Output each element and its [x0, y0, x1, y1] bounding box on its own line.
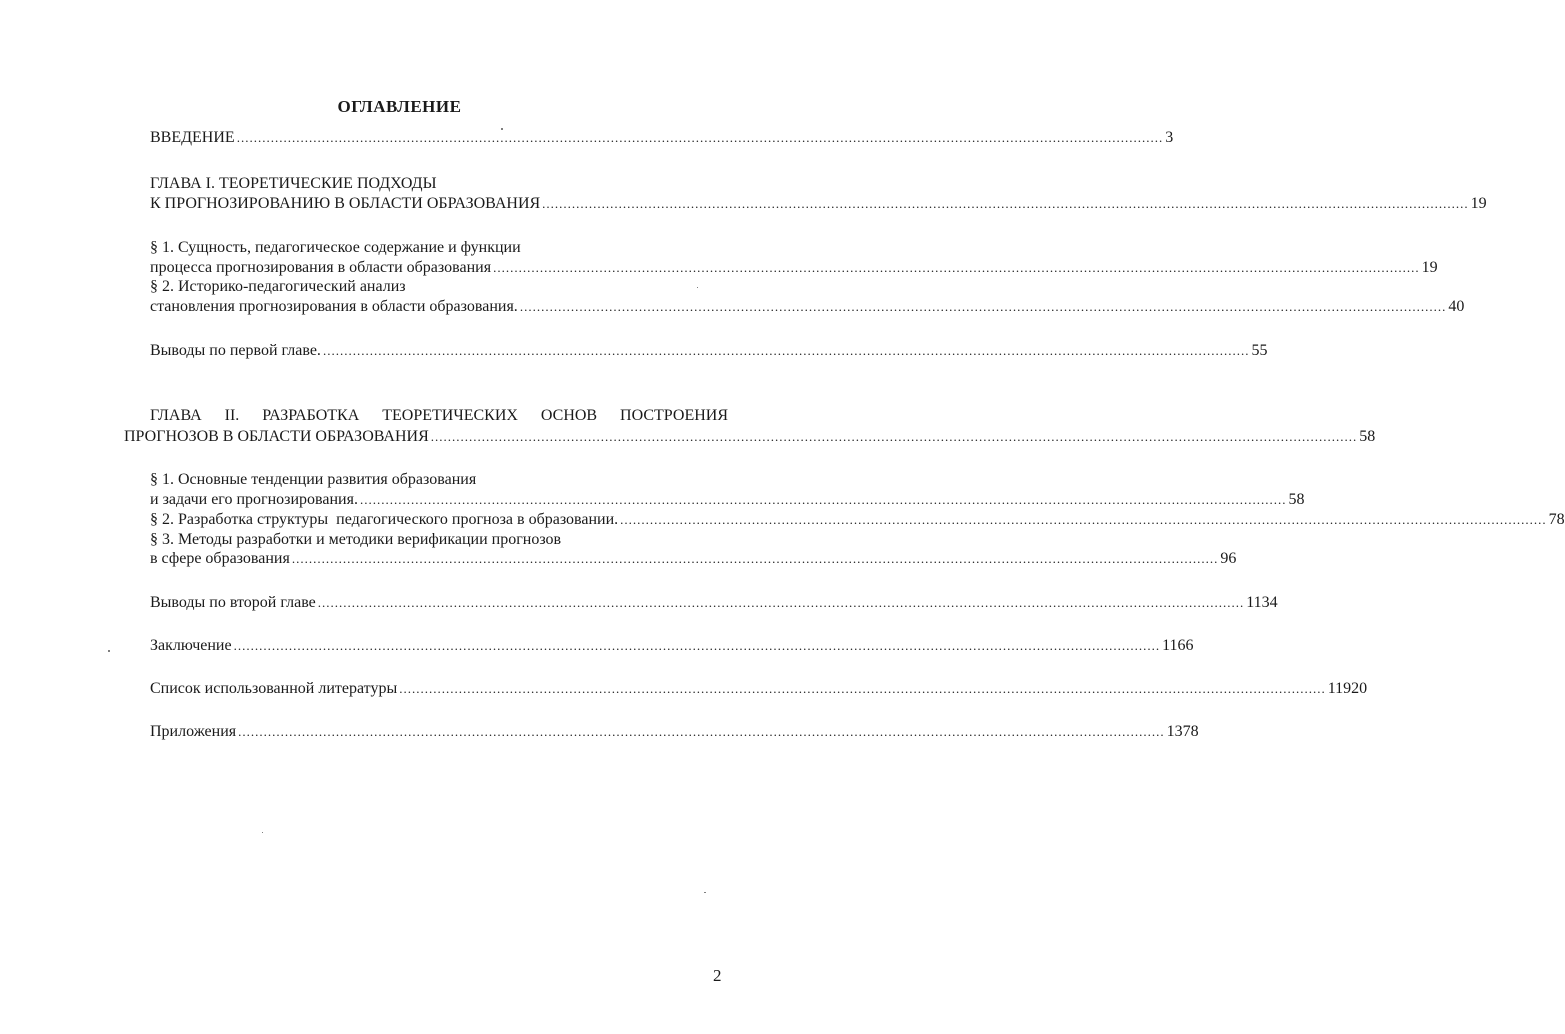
toc-entry-page: 58: [1288, 491, 1305, 508]
scan-speck: [501, 128, 503, 130]
toc-entry-chapter1-conclusion: [150, 341, 1268, 361]
toc-entry-references: [150, 679, 1368, 699]
toc-entry-label: в сфере образования: [150, 550, 290, 567]
dot-leader: ..........................................................................................................................................................................................................................: [519, 299, 1447, 314]
dot-leader: ..........................................................................................................................................................................................................................: [493, 260, 1420, 275]
toc-entry-chapter2: [124, 427, 1376, 447]
dot-leader: ..........................................................................................................................................................................................................................: [620, 512, 1547, 527]
chapter1-title-line1: ГЛАВА I. ТЕОРЕТИЧЕСКИЕ ПОДХОДЫ: [150, 175, 437, 192]
toc-entry-chapter2-section2: [150, 510, 1565, 530]
chapter1-section2-line1: § 2. Историко-педагогический анализ: [150, 278, 406, 295]
toc-entry-label: ПРОГНОЗОВ В ОБЛАСТИ ОБРАЗОВАНИЯ: [124, 428, 429, 445]
dot-leader: ..........................................................................................................................................................................................................................: [359, 492, 1287, 507]
toc-entry-page: 3: [1165, 129, 1174, 146]
toc-entry-chapter2-section1: [150, 490, 1305, 510]
scan-speck: [262, 832, 263, 833]
toc-entry-label: Список использованной литературы: [150, 680, 398, 697]
dot-leader: ..........................................................................................................................................................................................................................: [542, 196, 1469, 211]
toc-entry-label: и задачи его прогнозирования.: [150, 491, 358, 508]
chapter1-section1-line1: § 1. Сущность, педагогическое содержание и функции: [150, 239, 521, 256]
chapter2-section3-line1: § 3. Методы разработки и методики верификации прогнозов: [150, 531, 562, 548]
dot-leader: ..........................................................................................................................................................................................................................: [236, 130, 1164, 145]
toc-entry-chapter1-section2: [150, 297, 1465, 317]
toc-entry-page: 1166: [1162, 637, 1194, 654]
toc-entry-page: 58: [1359, 428, 1376, 445]
toc-entry-page: 96: [1220, 550, 1237, 567]
dot-leader: ..........................................................................................................................................................................................................................: [238, 724, 1165, 739]
toc-entry-label: Приложения: [150, 723, 237, 740]
scan-speck: [697, 287, 698, 288]
toc-entry-page: 78: [1548, 511, 1565, 528]
toc-entry-label: становления прогнозирования в области образования.: [150, 298, 518, 315]
toc-entry-page: 19: [1470, 195, 1487, 212]
toc-entry-page: 1378: [1166, 723, 1199, 740]
dot-leader: ..........................................................................................................................................................................................................................: [430, 429, 1358, 444]
toc-entry-label: § 2. Разработка структуры педагогического прогноза в образовании.: [150, 511, 619, 528]
toc-entry-page: 11920: [1327, 680, 1368, 697]
toc-entry-intro: [150, 128, 1174, 148]
toc-entry-chapter1: [150, 194, 1487, 214]
dot-leader: ..........................................................................................................................................................................................................................: [291, 551, 1219, 566]
toc-entry-label: Выводы по второй главе: [150, 594, 316, 611]
toc-entry-label: Выводы по первой главе.: [150, 342, 321, 359]
toc-entry-final: [150, 636, 1194, 656]
scan-speck: [108, 650, 110, 652]
page-number: 2: [713, 966, 722, 985]
dot-leader: ..........................................................................................................................................................................................................................: [399, 681, 1326, 696]
toc-entry-chapter2-conclusion: [150, 593, 1278, 613]
toc-entry-appendix: [150, 722, 1199, 742]
chapter2-section1-line1: § 1. Основные тенденции развития образования: [150, 471, 477, 488]
page-title: ОГЛАВЛЕНИЕ: [337, 97, 462, 116]
dot-leader: ..........................................................................................................................................................................................................................: [322, 343, 1250, 358]
toc-entry-label: ВВЕДЕНИЕ: [150, 129, 235, 146]
toc-entry-label: Заключение: [150, 637, 232, 654]
chapter2-title-line1: ГЛАВА II. РАЗРАБОТКА ТЕОРЕТИЧЕСКИХ ОСНОВ ПОСТРОЕНИЯ: [150, 407, 728, 424]
toc-entry-chapter1-section1: [150, 258, 1438, 278]
toc-entry-page: 55: [1251, 342, 1268, 359]
scan-speck: [704, 892, 706, 893]
toc-entry-chapter2-section3: [150, 549, 1237, 569]
toc-entry-page: 1134: [1246, 594, 1278, 611]
dot-leader: ..........................................................................................................................................................................................................................: [233, 638, 1161, 653]
toc-entry-label: процесса прогнозирования в области образования: [150, 259, 492, 276]
dot-leader: ..........................................................................................................................................................................................................................: [317, 595, 1245, 610]
toc-entry-label: К ПРОГНОЗИРОВАНИЮ В ОБЛАСТИ ОБРАЗОВАНИЯ: [150, 195, 541, 212]
toc-entry-page: 19: [1421, 259, 1438, 276]
toc-entry-page: 40: [1448, 298, 1465, 315]
